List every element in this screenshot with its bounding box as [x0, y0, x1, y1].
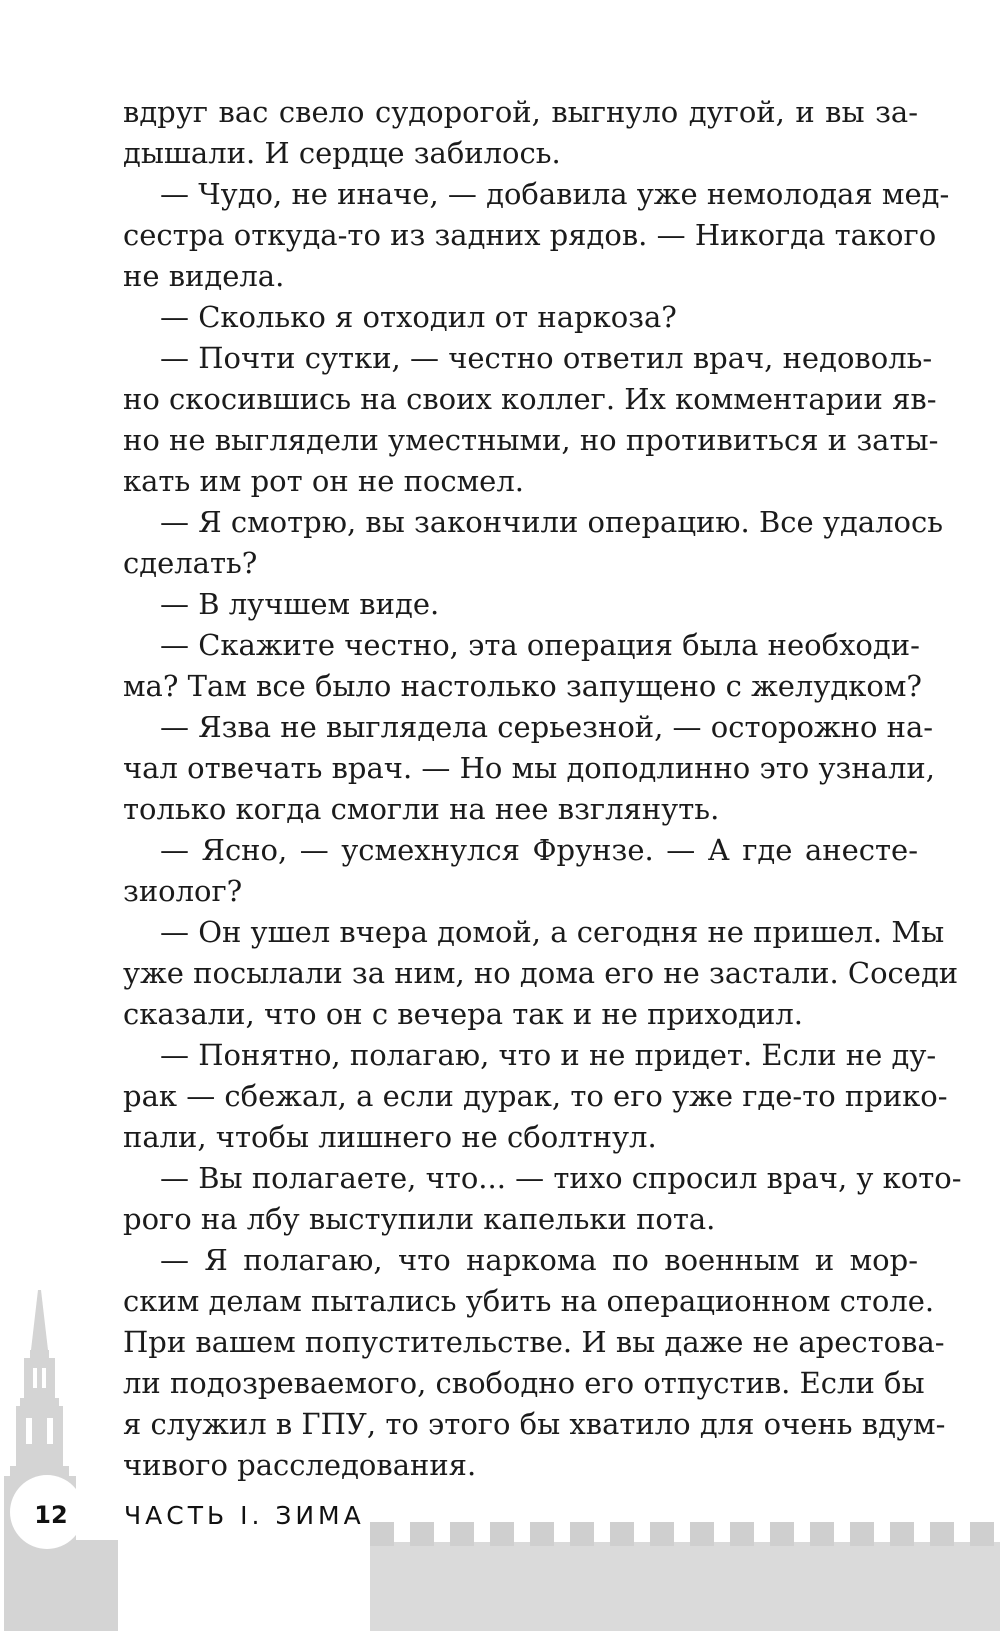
text-line: рого на лбу выступили капельки пота.: [123, 1202, 716, 1236]
text-line: сестра откуда-то из задних рядов. — Никогда такого: [123, 218, 937, 252]
text-line: я служил в ГПУ, то этого бы хватило для очень вдум-: [123, 1407, 946, 1441]
text-line: дышали. И сердце забилось.: [123, 136, 561, 170]
text-line: — Он ушел вчера домой, а сегодня не пришел. Мы: [160, 915, 945, 949]
paragraph: [123, 92, 918, 174]
paragraph: [123, 912, 959, 1035]
paragraph: [123, 338, 939, 502]
text-line: сказали, что он с вечера так и не приходил.: [123, 997, 803, 1031]
text-line: только когда смогли на нее взглянуть.: [123, 792, 720, 826]
text-line: — Понятно, полагаю, что и не придет. Если не ду-: [160, 1038, 937, 1072]
text-line: сделать?: [123, 546, 258, 580]
text-line: кать им рот он не посмел.: [123, 464, 524, 498]
paragraph: [123, 625, 922, 707]
running-head: ЧАСТЬ I. ЗИМА: [124, 1501, 365, 1530]
text-line: — В лучшем виде.: [160, 587, 440, 621]
paragraph: [123, 1035, 948, 1158]
text-line: чивого расследования.: [123, 1448, 477, 1482]
text-line: не видела.: [123, 259, 285, 293]
text-line: ским делам пытались убить на операционном столе.: [123, 1284, 935, 1318]
text-line: но не выглядели уместными, но противиться и заты-: [123, 423, 939, 457]
text-line: зиолог?: [123, 874, 243, 908]
text-line: — Я смотрю, вы закончили операцию. Все удалось: [160, 505, 944, 539]
page-number: 12: [34, 1501, 68, 1529]
text-line: вдруг вас свело судорогой, выгнуло дугой, и вы за-: [123, 95, 918, 129]
text-line: — Почти сутки, — честно ответил врач, недоволь-: [160, 341, 933, 375]
body-text: [123, 92, 962, 1486]
text-line: ли подозреваемого, свободно его отпустив. Если бы: [123, 1366, 925, 1400]
text-line: но скосившись на своих коллег. Их комментарии яв-: [123, 382, 937, 416]
text-line: — Язва не выглядела серьезной, — осторожно на-: [160, 710, 934, 744]
text-line: — Сколько я отходил от наркоза?: [160, 300, 677, 334]
text-line: — Ясно, — усмехнулся Фрунзе. — А где анесте-: [160, 833, 918, 867]
wall-ornament: [370, 1500, 1000, 1631]
paragraph: [123, 174, 950, 297]
text-line: ма? Там все было настолько запущено с желудком?: [123, 669, 922, 703]
text-line: — Вы полагаете, что... — тихо спросил врач, у кото-: [160, 1161, 962, 1195]
text-line: — Я полагаю, что наркома по военным и мор-: [160, 1243, 918, 1277]
text-line: пали, чтобы лишнего не сболтнул.: [123, 1120, 657, 1154]
text-line: При вашем попустительстве. И вы даже не арестова-: [123, 1325, 945, 1359]
paragraph: [123, 584, 918, 625]
paragraph: [123, 1240, 946, 1486]
paragraph: [123, 830, 918, 912]
paragraph: [123, 707, 935, 830]
text-line: рак — сбежал, а если дурак, то его уже где-то прико-: [123, 1079, 948, 1113]
text-line: уже посылали за ним, но дома его не застали. Соседи: [123, 956, 959, 990]
paragraph: [123, 297, 918, 338]
paragraph: [123, 1158, 962, 1240]
text-line: — Чудо, не иначе, — добавила уже немолодая мед-: [160, 177, 950, 211]
tower-ornament: [0, 1290, 118, 1631]
text-line: — Скажите честно, эта операция была необходи-: [160, 628, 920, 662]
paragraph: [123, 502, 944, 584]
text-line: чал отвечать врач. — Но мы доподлинно это узнали,: [123, 751, 935, 785]
